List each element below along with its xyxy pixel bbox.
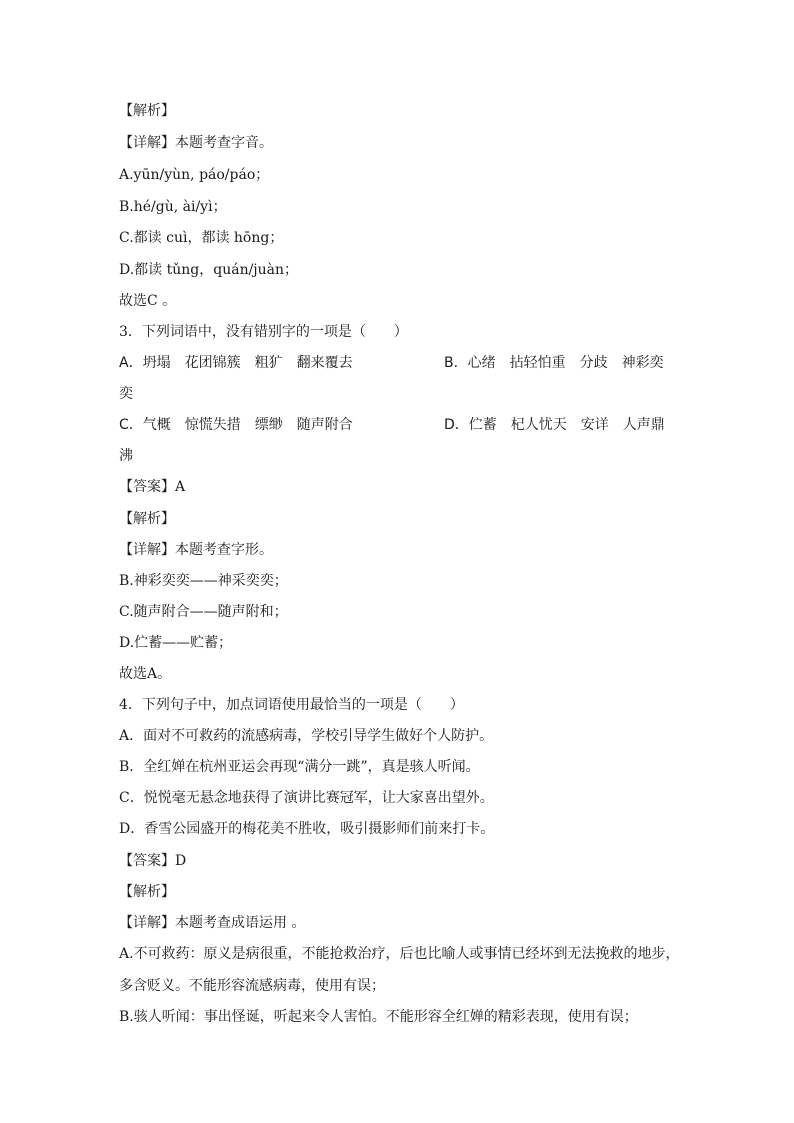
question-4-item-b: B.骇人听闻：事出怪诞，听起来令人害怕。不能形容全红婵的精彩表现，使用有误；	[119, 1009, 638, 1025]
question-4-item-a: A.不可救药：原义是病很重，不能抢救治疗，后也比喻人或事情已经坏到无法挽救的地步，	[119, 946, 680, 962]
question-3-analysis-heading: 【解析】	[119, 511, 175, 527]
answer-item-d: D.都读 tǔng，quán/juàn；	[119, 262, 299, 278]
question-3-item-b: B.神彩奕奕——神采奕奕；	[119, 573, 288, 589]
question-4-option-d: D．香雪公园盛开的梅花美不胜收，吸引摄影师们前来打卡。	[119, 821, 495, 837]
question-4-analysis-heading: 【解析】	[119, 884, 175, 900]
question-4-detail: 【详解】本题考查成语运用 。	[119, 915, 306, 931]
question-3-conclusion: 故选A。	[119, 666, 172, 682]
question-3-item-c: C.随声附合——随声附和；	[119, 604, 288, 620]
question-3-detail: 【详解】本题考查字形。	[119, 542, 273, 558]
question-4-answer: 【答案】D	[119, 853, 187, 869]
answer-item-a: A.yūn/yùn, páo/páo；	[119, 167, 270, 183]
detail-text: 【详解】本题考查字音。	[119, 135, 273, 151]
answer-item-c: C.都读 cuì，都读 hōng；	[119, 230, 284, 246]
question-3-stem: 3．下列词语中，没有错别字的一项是（ ）	[119, 324, 408, 340]
question-3-option-d-wrap: 沸	[119, 448, 133, 464]
question-3-option-c: C．气概 惊慌失措 缥缈 随声附合	[119, 417, 353, 433]
question-4-item-a-wrap: 多含贬义。不能形容流感病毒，使用有误；	[119, 978, 385, 994]
question-4-option-c: C．悦悦毫无悬念地获得了演讲比赛冠军，让大家喜出望外。	[119, 790, 494, 806]
analysis-heading: 【解析】	[119, 103, 175, 119]
question-3-item-d: D.伫蓄——贮蓄；	[119, 635, 233, 651]
question-4-option-a: A．面对不可救药的流感病毒，学校引导学生做好个人防护。	[119, 728, 494, 744]
question-3-answer: 【答案】A	[119, 479, 186, 495]
question-4-stem: 4．下列句子中，加点词语使用最恰当的一项是（ ）	[119, 697, 464, 713]
answer-item-b: B.hé/gù, ài/yì；	[119, 199, 227, 215]
conclusion-text: 故选C 。	[119, 293, 177, 309]
question-4-option-b: B．全红婵在杭州亚运会再现“满分一跳”，真是骇人听闻。	[119, 759, 480, 775]
question-3-option-b: B．心绪 拈轻怕重 分歧 神彩奕	[444, 355, 664, 371]
question-3-option-d: D．伫蓄 杞人忧天 安详 人声鼎	[444, 417, 665, 433]
question-3-option-a: A．坍塌 花团锦簇 粗犷 翻来覆去	[119, 355, 353, 371]
question-3-option-b-wrap: 奕	[119, 386, 133, 402]
